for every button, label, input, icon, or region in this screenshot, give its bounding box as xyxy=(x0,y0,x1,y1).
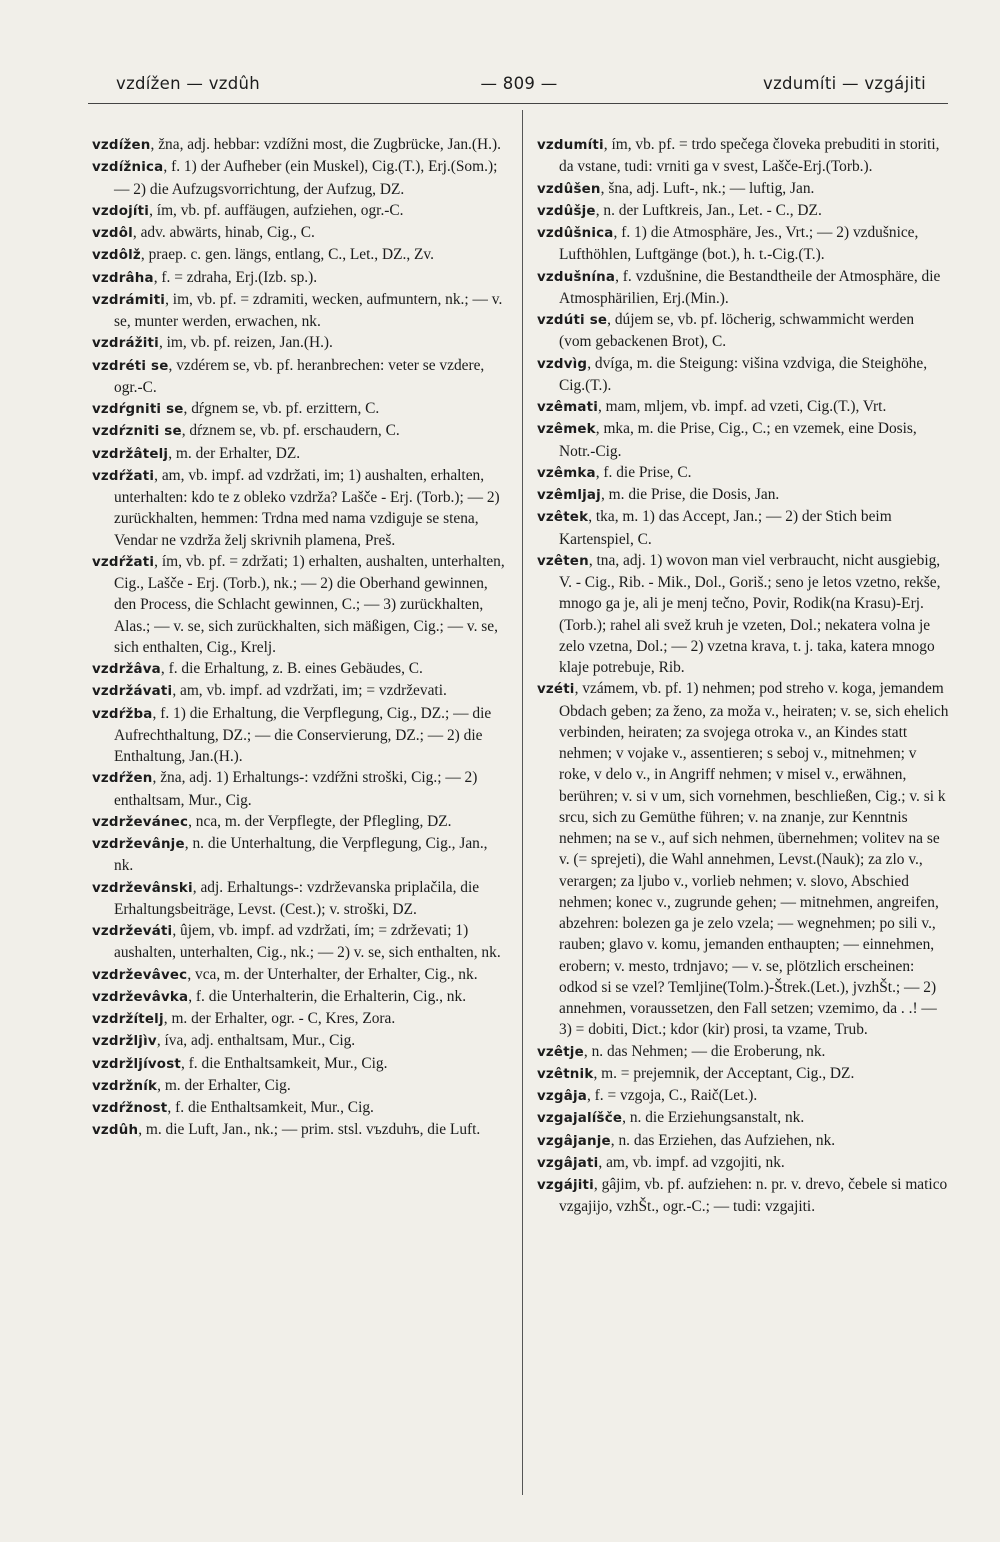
entry-definition: , f. die Prise, C. xyxy=(595,463,692,481)
entry-definition: , n. die Unterhaltung, die Verpflegung, Cig., Jan., nk. xyxy=(114,835,488,875)
entry-headword: vzdŕžnost xyxy=(92,1101,168,1116)
dictionary-entry xyxy=(92,222,510,244)
dictionary-entry xyxy=(92,1119,510,1141)
dictionary-entry xyxy=(92,420,510,442)
entry-headword: vzdŕzniti se xyxy=(92,424,182,440)
column-divider xyxy=(522,110,523,1495)
entry-definition: , žna, adj. hebbar: vzdížni most, die Zugbrücke, Jan.(H.). xyxy=(150,136,501,153)
entry-headword: vzêten xyxy=(537,553,589,569)
dictionary-entry xyxy=(537,678,949,1040)
dictionary-entry xyxy=(92,1008,510,1030)
dictionary-entry xyxy=(537,353,949,397)
entry-headword: vzdržávati xyxy=(92,684,173,700)
entry-headword: vzgâja xyxy=(537,1089,587,1104)
entry-headword: vzdôl xyxy=(92,226,133,241)
dictionary-entry xyxy=(537,396,949,418)
header-right-guide-words: vzdumíti — vzgájiti xyxy=(763,74,926,93)
right-column xyxy=(537,134,949,1218)
entry-headword: vzdumíti xyxy=(537,138,604,153)
dictionary-entry xyxy=(537,200,949,222)
entry-headword: vzdûšen xyxy=(537,181,601,197)
entry-definition: , tka, m. 1) das Accept, Jan.; — 2) der Stich beim Kartenspiel, C. xyxy=(559,508,892,548)
entry-headword: vzêmek xyxy=(537,422,596,438)
entry-headword: vzdŕžati xyxy=(92,468,155,484)
entry-headword: vzdušnína xyxy=(537,269,616,285)
dictionary-entry xyxy=(92,703,510,768)
dictionary-entry xyxy=(92,680,510,702)
dictionary-entry xyxy=(92,920,510,964)
entry-definition: , m. die Luft, Jan., nk.; — prim. stsl. vъzduhъ, die Luft. xyxy=(138,1121,481,1139)
entry-headword: vzgâjanje xyxy=(537,1133,611,1149)
dictionary-entry xyxy=(92,811,510,833)
entry-definition: , f. 1) die Atmosphäre, Jes., Vrt.; — 2) vzdušnice, Lufthöhlen, Luftgänge (bot.), h. t.-Cig.(T.). xyxy=(559,224,919,264)
entry-definition: , m. = prejemnik, der Acceptant, Cig., DZ. xyxy=(593,1064,855,1082)
entry-headword: vzdrážiti xyxy=(92,336,159,352)
entry-definition: , praep. c. gen. längs, entlang, C., Let., DZ., Zv. xyxy=(140,246,434,264)
dictionary-entry xyxy=(537,222,949,266)
entry-definition: , ím, vb. pf. = trdo spečega človeka prebuditi in storiti, da vstane, tudi: vrniti ga v svest, Lašče-Erj.(Torb.). xyxy=(559,136,940,176)
dictionary-entry xyxy=(537,418,949,462)
entry-definition: , dŕznem se, vb. pf. erschaudern, C. xyxy=(181,422,400,440)
dictionary-entry xyxy=(537,1063,949,1085)
entry-definition: , f. vzdušnine, die Bestandtheile der Atmosphäre, die Atmosphärilien, Erj.(Min.). xyxy=(559,267,941,307)
header-rule xyxy=(88,103,948,104)
entry-headword: vzdížen xyxy=(92,138,151,153)
entry-definition: , n. die Erziehungsanstalt, nk. xyxy=(622,1109,805,1127)
entry-headword: vzdûšnica xyxy=(537,226,614,241)
page-number: — 809 — xyxy=(480,74,558,93)
dictionary-entry xyxy=(92,833,510,877)
entry-definition: , vzámem, vb. pf. 1) nehmen; pod streho v. koga, jemandem Obdach geben; za ženo, za moža v., heiraten; v. se, sich ehelich verbinden, heiraten; za svojega otroka v., an Kindes statt nehmen; v vojake v., assentieren; s seboj v., mitnehmen; v roke, v delo v., in Angriff nehmen; v misel v., erwähnen, berühren; v. si v um, sich vornehmen, beschließen, Cig.; v. si k srcu, sich zu Gemüthe führen; v. na znanje, zur Kenntnis nehmen; na se v., auf sich nehmen, übernehmen; volitev na se v. (= sprejeti), die Wahl annehmen, Levst.(Nauk); za zlo v., verargen; za ljubo v., vorlieb nehmen; v. slovo, Abschied nehmen; konec v., zugrunde gehen; — mitnehmen, angreifen, abzehren: bolezen ga je zelo vzela; — wegnehmen; po sili v., rauben; glavo v. komu, jemanden enthaupten; — einnehmen, erobern; v. mesto, trdnjavo; — v. se, plötzlich erscheinen: odkod si se vzel? Temljine(Tolm.)-Štrek.(Let.), jvzhŠt.; — 2) annehmen, voraussetzen, den Fall setzen; vzemimo, da . .! — 3) = dobiti, Dict.; kdor (kir) prosi, ta vzame, Trub. xyxy=(559,680,949,1039)
dictionary-entry xyxy=(92,355,510,399)
entry-headword: vzêtje xyxy=(537,1044,584,1060)
dictionary-entry xyxy=(537,1041,949,1063)
entry-definition: , f. 1) die Erhaltung, die Verpflegung, Cig., DZ.; — die Aufrechthaltung, DZ.; — die Conservierung, DZ.; — 2) die Enthaltung, Jan.(H.). xyxy=(114,704,492,765)
entry-headword: vzdŕžati xyxy=(92,554,155,570)
entry-definition: , m. die Prise, die Dosis, Jan. xyxy=(600,486,780,503)
entry-headword: vzdŕžen xyxy=(92,771,153,787)
dictionary-entry xyxy=(92,465,510,551)
entry-definition: , ím, vb. pf. auffäugen, aufziehen, ogr.-C. xyxy=(149,201,404,219)
entry-definition: , f. die Enthaltsamkeit, Mur., Cig. xyxy=(167,1099,374,1116)
dictionary-entry xyxy=(92,551,510,658)
dictionary-entry xyxy=(537,1085,949,1107)
dictionary-entry xyxy=(537,1152,949,1174)
dictionary-entry xyxy=(92,267,510,289)
entry-definition: , mam, mljem, vb. impf. ad vzeti, Cig.(T.), Vrt. xyxy=(597,398,887,415)
dictionary-entry xyxy=(92,200,510,222)
dictionary-entry xyxy=(537,266,949,310)
dictionary-entry xyxy=(537,506,949,550)
entry-headword: vzdrževáti xyxy=(92,924,173,939)
dictionary-entry xyxy=(537,462,949,484)
entry-definition: , im, vb. pf. reizen, Jan.(H.). xyxy=(158,334,333,352)
left-column xyxy=(92,134,510,1142)
entry-definition: , vca, m. der Unterhalter, der Erhalter, Cig., nk. xyxy=(187,965,478,983)
entry-headword: vzgajalíšče xyxy=(537,1111,623,1127)
dictionary-entry xyxy=(92,134,510,156)
entry-definition: , f. die Enthaltsamkeit, Mur., Cig. xyxy=(180,1054,388,1072)
dictionary-entry xyxy=(92,986,510,1008)
entry-definition: , f. die Erhaltung, z. B. eines Gebäudes, C. xyxy=(160,660,423,677)
dictionary-entry xyxy=(92,443,510,465)
entry-headword: vzdûšje xyxy=(537,203,596,219)
dictionary-entry xyxy=(92,398,510,420)
entry-headword: vzêmka xyxy=(537,465,596,481)
dictionary-entry xyxy=(92,877,510,921)
entry-definition: , n. der Luftkreis, Jan., Let. - C., DZ. xyxy=(595,201,822,219)
entry-definition: , am, vb. impf. ad vzdržati, im; 1) aushalten, erhalten, unterhalten: kdo te z obleko vzdrža? Lašče - Erj. (Torb.); — 2) zurückhalten, hemmen: Trdna med nama vzdiguje se stena, Vendar ne vzdrža želj skrivnih plamena, Preš. xyxy=(114,466,500,549)
dictionary-entry xyxy=(92,1053,510,1075)
dictionary-entry xyxy=(537,178,949,200)
dictionary-entry xyxy=(537,134,949,178)
entry-headword: vzgájiti xyxy=(537,1178,594,1193)
entry-definition: , dŕgnem se, vb. pf. erzittern, C. xyxy=(183,400,380,417)
entry-headword: vzdvìg xyxy=(537,356,588,372)
entry-definition: , im, vb. pf. = zdramiti, wecken, aufmuntern, nk.; — v. se, munter werden, erwachen, nk. xyxy=(114,290,503,330)
entry-definition: , am, vb. impf. ad vzdržati, im; = vzdrževati. xyxy=(172,682,447,700)
entry-headword: vzdréti se xyxy=(92,358,169,374)
entry-headword: vzdrževânje xyxy=(92,837,185,852)
dictionary-entry xyxy=(537,1174,949,1218)
entry-headword: vzdúti se xyxy=(537,313,608,328)
entry-definition: , f. 1) der Aufheber (ein Muskel), Cig.(T.), Erj.(Som.); — 2) die Aufzugsvorrichtung, der Aufzug, DZ. xyxy=(114,158,498,198)
entry-headword: vzdržâtelj xyxy=(92,446,169,462)
entry-definition: , šna, adj. Luft-, nk.; — luftig, Jan. xyxy=(600,179,815,197)
entry-headword: vzdrâha xyxy=(92,270,154,286)
entry-headword: vzdržljívost xyxy=(92,1056,181,1072)
dictionary-entry xyxy=(92,964,510,986)
dictionary-entry xyxy=(537,309,949,353)
entry-definition: , m. der Erhalter, DZ. xyxy=(168,444,301,462)
dictionary-entry xyxy=(92,156,510,200)
dictionary-entry xyxy=(537,550,949,679)
dictionary-entry xyxy=(537,484,949,506)
entry-headword: vzéti xyxy=(537,682,575,698)
entry-headword: vzgâjati xyxy=(537,1155,599,1171)
entry-headword: vzdŕgniti se xyxy=(92,402,184,417)
entry-definition: , ím, vb. pf. = zdržati; 1) erhalten, aushalten, unterhalten, Cig., Lašče - Erj. (Torb.), nk.; — 2) die Oberhand gewinnen, den Process, die Schlacht gewinnen, C.; — 3) zurückhalten, Alas.; — v. se, sich zurückhalten, sich mäßigen, Cig.; — v. se, sich enthalten, Cig., Krelj. xyxy=(114,552,505,656)
entry-headword: vzêmati xyxy=(537,400,598,415)
dictionary-entry xyxy=(537,1130,949,1152)
entry-headword: vzdrževánec xyxy=(92,814,189,830)
entry-definition: , vzdérem se, vb. pf. heranbrechen: veter se vzdere, ogr.-C. xyxy=(114,356,485,396)
header-left-guide-words: vzdížen — vzdûh xyxy=(116,74,261,93)
entry-definition: , nca, m. der Verpflegte, der Pflegling, DZ. xyxy=(188,812,452,830)
dictionary-entry xyxy=(92,289,510,333)
dictionary-entry xyxy=(92,658,510,680)
entry-definition: , adj. Erhaltungs-: vzdrževanska priplačila, die Erhaltungsbeiträge, Levst. (Cest.); v. stroški, DZ. xyxy=(114,878,480,918)
entry-headword: vzdojíti xyxy=(92,203,150,219)
dictionary-entry xyxy=(92,767,510,811)
entry-headword: vzdrževâvec xyxy=(92,967,188,983)
entry-headword: vzdržâva xyxy=(92,662,161,677)
entry-headword: vzêtek xyxy=(537,510,589,526)
entry-headword: vzdŕžba xyxy=(92,706,153,722)
entry-headword: vzdížnica xyxy=(92,160,164,176)
dictionary-entry xyxy=(92,1097,510,1119)
entry-headword: vzdrámiti xyxy=(92,292,166,308)
entry-definition: , m. der Erhalter, ogr. - C, Kres, Zora. xyxy=(163,1010,396,1027)
entry-headword: vzdržítelj xyxy=(92,1012,164,1027)
entry-definition: , mka, m. die Prise, Cig., C.; en vzemek, eine Dosis, Notr.-Cig. xyxy=(559,420,917,460)
entry-headword: vzdôlž xyxy=(92,248,141,264)
entry-definition: , f. die Unterhalterin, die Erhalterin, Cig., nk. xyxy=(188,987,467,1005)
entry-headword: vzdrževâvka xyxy=(92,989,189,1005)
entry-definition: , adv. abwärts, hinab, Cig., C. xyxy=(132,224,315,241)
dictionary-entry xyxy=(92,244,510,266)
dictionary-entry xyxy=(92,1030,510,1052)
dictionary-entry xyxy=(537,1107,949,1129)
entry-definition: , íva, adj. enthaltsam, Mur., Cig. xyxy=(156,1032,356,1050)
entry-definition: , f. = vzgoja, C., Raič(Let.). xyxy=(586,1087,758,1104)
entry-headword: vzêtnik xyxy=(537,1066,594,1082)
entry-headword: vzdrževânski xyxy=(92,880,193,896)
entry-definition: , tna, adj. 1) wovon man viel verbraucht, nicht ausgiebig, V. - Cig., Rib. - Mik., Dol., Goriš.; seno je letos vzetno, rekše, mnogo ga je, ali je menj tečno, Povir, Rodik(na Krasu)-Erj.(Torb.); rahel ali svež kruh je vzeten, Dol.; nekatera volna je zelo vzetna, Dol.; — 2) vzetna krava, t. j. taka, katera mnogo klaje potrebuje, Rib. xyxy=(559,551,941,676)
entry-definition: , am, vb. impf. ad vzgojiti, nk. xyxy=(598,1153,785,1171)
entry-definition: , ûjem, vb. impf. ad vzdržati, ím; = zdrževati; 1) aushalten, unterhalten, Cig., nk.; — 2) v. se, sich enthalten, nk. xyxy=(114,922,501,962)
entry-headword: vzdržljìv xyxy=(92,1034,157,1050)
entry-definition: , žna, adj. 1) Erhaltungs-: vzdŕžni stroški, Cig.; — 2) enthaltsam, Mur., Cig. xyxy=(114,769,478,809)
entry-headword: vzdûh xyxy=(92,1123,139,1139)
entry-definition: , gâjim, vb. pf. aufziehen: n. pr. v. drevo, čebele si matico vzgajijo, vzhŠt., ogr.-C.; — tudi: vzgajiti. xyxy=(559,1176,948,1216)
entry-definition: , n. das Erziehen, das Aufziehen, nk. xyxy=(610,1131,836,1149)
dictionary-entry xyxy=(92,1075,510,1097)
entry-headword: vzêmljaj xyxy=(537,488,601,503)
dictionary-entry xyxy=(92,332,510,354)
entry-definition: , dvíga, m. die Steigung: višina vzdviga, die Steighöhe, Cig.(T.). xyxy=(559,354,928,394)
entry-definition: , n. das Nehmen; — die Eroberung, nk. xyxy=(583,1042,826,1060)
entry-definition: , m. der Erhalter, Cig. xyxy=(157,1076,291,1094)
entry-definition: , dújem se, vb. pf. löcherig, schwammicht werden (vom gebackenen Brot), C. xyxy=(559,311,915,351)
page-header xyxy=(88,74,950,102)
entry-definition: , f. = zdraha, Erj.(Izb. sp.). xyxy=(153,268,318,286)
entry-headword: vzdržník xyxy=(92,1078,158,1094)
